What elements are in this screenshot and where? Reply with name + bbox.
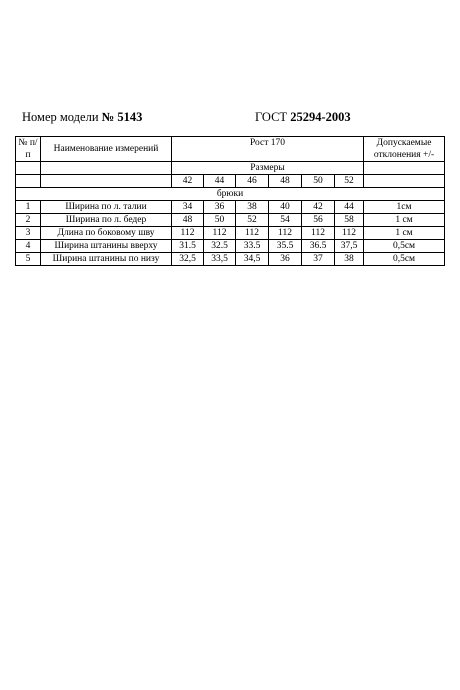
model-number: № 5143 <box>101 110 143 124</box>
row-value: 37 <box>302 253 335 266</box>
row-tolerance: 1 см <box>364 227 445 240</box>
row-value: 112 <box>302 227 335 240</box>
size-cell: 48 <box>269 175 302 188</box>
row-tolerance: 1см <box>364 201 445 214</box>
row-name: Длина по боковому шву <box>41 227 172 240</box>
table-row <box>16 201 445 214</box>
row-tolerance: 0,5см <box>364 253 445 266</box>
row-tolerance: 1 см <box>364 214 445 227</box>
row-value: 112 <box>236 227 269 240</box>
row-num: 1 <box>16 201 41 214</box>
gost-number: 25294-2003 <box>290 110 351 124</box>
row-name: Ширина штанины по низу <box>41 253 172 266</box>
row-value: 112 <box>172 227 204 240</box>
sizes-header: Размеры <box>172 162 364 175</box>
row-value: 112 <box>335 227 364 240</box>
row-value: 54 <box>269 214 302 227</box>
row-value: 58 <box>335 214 364 227</box>
row-value: 44 <box>335 201 364 214</box>
tolerance-header: Допускаемые отклонения +/- <box>364 137 445 162</box>
empty-cell <box>41 175 172 188</box>
empty-cell <box>364 162 445 175</box>
row-value: 35.5 <box>269 240 302 253</box>
row-value: 34,5 <box>236 253 269 266</box>
size-cell: 46 <box>236 175 269 188</box>
gost-label <box>255 110 351 125</box>
empty-cell <box>41 162 172 175</box>
size-cell: 52 <box>335 175 364 188</box>
table-row <box>16 240 445 253</box>
col-num-header: № п/п <box>16 137 41 162</box>
row-value: 56 <box>302 214 335 227</box>
row-value: 36 <box>204 201 236 214</box>
col-name-header: Наименование измерений <box>41 137 172 162</box>
table-row <box>16 214 445 227</box>
table-row <box>16 227 445 240</box>
section-label: брюки <box>16 188 445 201</box>
row-name: Ширина по л. бедер <box>41 214 172 227</box>
row-value: 37,5 <box>335 240 364 253</box>
row-name: Ширина штанины вверху <box>41 240 172 253</box>
gost-prefix: ГОСТ <box>255 110 288 124</box>
row-value: 36.5 <box>302 240 335 253</box>
size-cell: 42 <box>172 175 204 188</box>
row-value: 31.5 <box>172 240 204 253</box>
row-num: 2 <box>16 214 41 227</box>
row-value: 42 <box>302 201 335 214</box>
row-value: 52 <box>236 214 269 227</box>
row-value: 38 <box>236 201 269 214</box>
row-value: 32,5 <box>172 253 204 266</box>
row-value: 112 <box>269 227 302 240</box>
row-num: 3 <box>16 227 41 240</box>
row-value: 38 <box>335 253 364 266</box>
empty-cell <box>16 162 41 175</box>
row-value: 40 <box>269 201 302 214</box>
table-row <box>16 253 445 266</box>
measurements-table <box>15 136 445 266</box>
row-num: 5 <box>16 253 41 266</box>
row-value: 36 <box>269 253 302 266</box>
row-value: 112 <box>204 227 236 240</box>
model-prefix: Номер модели <box>22 110 99 124</box>
row-value: 33,5 <box>204 253 236 266</box>
row-value: 33.5 <box>236 240 269 253</box>
row-num: 4 <box>16 240 41 253</box>
empty-cell <box>364 175 445 188</box>
model-label <box>22 110 142 125</box>
row-value: 34 <box>172 201 204 214</box>
size-cell: 50 <box>302 175 335 188</box>
size-cell: 44 <box>204 175 236 188</box>
row-value: 48 <box>172 214 204 227</box>
row-tolerance: 0,5см <box>364 240 445 253</box>
row-name: Ширина по л. талии <box>41 201 172 214</box>
empty-cell <box>16 175 41 188</box>
document-header <box>0 110 460 126</box>
row-value: 32.5 <box>204 240 236 253</box>
row-value: 50 <box>204 214 236 227</box>
height-header: Рост 170 <box>172 137 364 162</box>
